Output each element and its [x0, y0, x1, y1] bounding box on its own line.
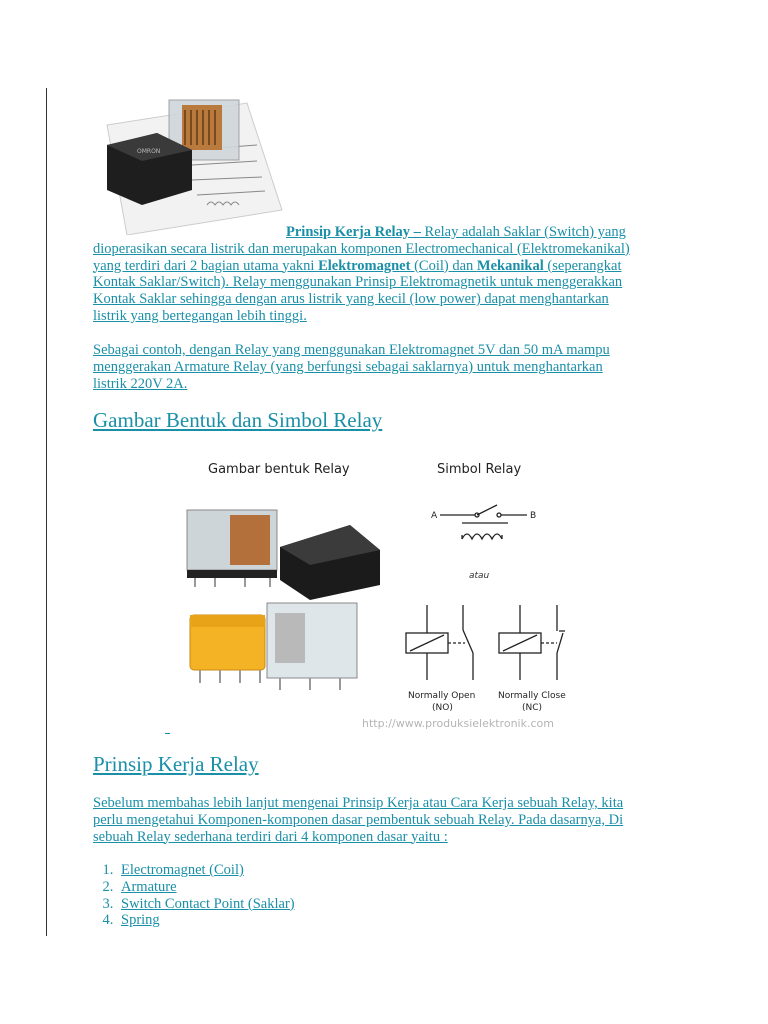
svg-text:OMRON: OMRON	[137, 148, 161, 155]
intro-line4[interactable]: Kontak Saklar/Switch). Relay menggunakan Prinsip Elektromagnetik untuk menggerakkan	[93, 274, 623, 291]
intro-lead: Prinsip Kerja Relay –	[286, 224, 421, 240]
relay-photo-top	[97, 95, 287, 235]
relay-figure	[175, 455, 595, 740]
intro-paragraph	[93, 224, 673, 325]
intro-link[interactable]	[286, 224, 626, 240]
figure-title-left: Gambar bentuk Relay	[208, 462, 350, 477]
intro-line3[interactable]	[93, 258, 673, 275]
figure-nc-label-2: (NC)	[522, 703, 543, 713]
figure-link-underscore[interactable]	[165, 733, 170, 734]
figure-label-b: B	[530, 511, 537, 521]
figure-atau: atau	[469, 571, 490, 581]
section2-paragraph	[93, 795, 673, 845]
example-line1[interactable]: Sebagai contoh, dengan Relay yang menggunakan Elektromagnet 5V dan 50 mA mampu	[93, 342, 610, 358]
list-item[interactable]: 1. Electromagnet (Coil)	[117, 862, 673, 879]
example-paragraph	[93, 342, 673, 392]
intro-line2[interactable]: dioperasikan secara listrik dan merupakan komponen Electromechanical (Elektromekanikal)	[93, 240, 630, 257]
list-item[interactable]: 2. Armature	[117, 879, 673, 896]
figure-no-label-2: (NO)	[432, 703, 453, 713]
example-line2[interactable]: menggerakan Armature Relay (yang berfungsi sebagai saklarnya) untuk menghantarkan	[93, 358, 603, 375]
figure-no-label-1: Normally Open	[408, 691, 476, 701]
figure-watermark: http://www.produksielektronik.com	[362, 717, 554, 730]
heading-gambar	[93, 408, 673, 433]
intro-bold2: Mekanikal	[476, 257, 544, 274]
section2-line1[interactable]: Sebelum membahas lebih lanjut mengenai Prinsip Kerja atau Cara Kerja sebuah Relay, kita	[93, 795, 624, 811]
margin-line	[46, 88, 47, 936]
heading-prinsip-text[interactable]: Prinsip Kerja Relay	[93, 752, 259, 776]
section2-line2[interactable]: perlu mengetahui Komponen-komponen dasar pembentuk sebuah Relay. Pada dasarnya, Di	[93, 811, 624, 828]
intro-line3b: (Coil) dan	[410, 257, 477, 274]
list-item[interactable]: 3. Switch Contact Point (Saklar)	[117, 896, 673, 913]
example-line3[interactable]: listrik 220V 2A.	[93, 375, 188, 392]
figure-title-right: Simbol Relay	[437, 462, 522, 477]
intro-line5[interactable]: Kontak Saklar sehingga dengan arus listrik yang kecil (low power) dapat menghantarkan	[93, 291, 609, 308]
intro-line1: Relay adalah Saklar (Switch) yang	[420, 224, 626, 240]
heading-prinsip	[93, 752, 673, 777]
intro-line3a: yang terdiri dari 2 bagian utama yakni	[93, 257, 319, 274]
list-item[interactable]: 4. Spring	[117, 912, 673, 929]
components-list	[93, 862, 673, 929]
intro-bold1: Elektromagnet	[318, 257, 411, 274]
intro-line6[interactable]: listrik yang bertegangan lebih tinggi.	[93, 307, 307, 324]
figure-nc-label-1: Normally Close	[498, 691, 566, 701]
section2-line3[interactable]: sebuah Relay sederhana terdiri dari 4 komponen dasar yaitu :	[93, 828, 448, 845]
figure-label-a: A	[431, 511, 438, 521]
heading-gambar-text[interactable]: Gambar Bentuk dan Simbol Relay	[93, 408, 383, 432]
intro-line3c: (seperangkat	[543, 257, 622, 274]
